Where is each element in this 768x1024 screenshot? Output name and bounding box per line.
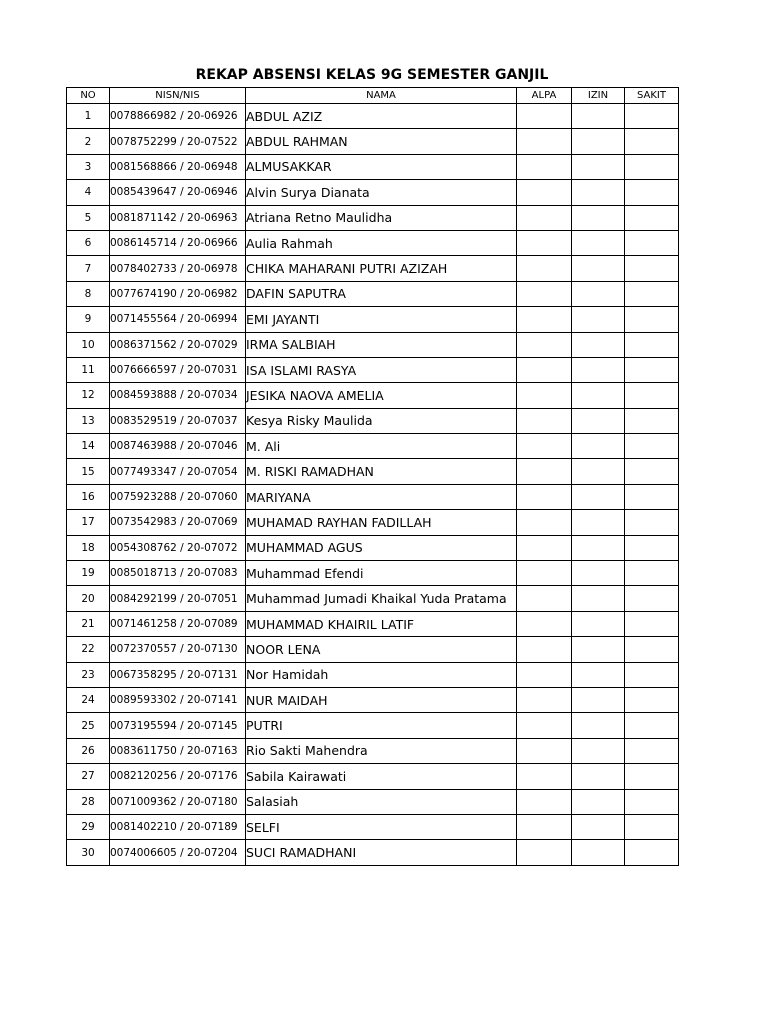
table-row bbox=[67, 180, 679, 205]
student-name-cell bbox=[246, 535, 517, 560]
alpa-cell bbox=[517, 332, 572, 357]
row-number-cell: 20 bbox=[67, 586, 110, 611]
student-name-cell bbox=[246, 383, 517, 408]
student-name: PUTRI bbox=[246, 718, 283, 734]
table-row bbox=[67, 586, 679, 611]
izin-cell bbox=[572, 764, 625, 789]
student-name-cell bbox=[246, 484, 517, 509]
table-row bbox=[67, 662, 679, 687]
table-row bbox=[67, 687, 679, 712]
sakit-cell bbox=[625, 484, 679, 509]
sakit-cell bbox=[625, 789, 679, 814]
student-name-cell bbox=[246, 510, 517, 535]
student-name-cell bbox=[246, 230, 517, 255]
alpa-cell bbox=[517, 535, 572, 560]
table-row bbox=[67, 789, 679, 814]
sakit-cell bbox=[625, 307, 679, 332]
izin-cell bbox=[572, 510, 625, 535]
table-row bbox=[67, 484, 679, 509]
student-name: EMI JAYANTI bbox=[246, 311, 320, 327]
row-number-cell: 9 bbox=[67, 307, 110, 332]
nisn-cell: 0071455564 / 20-06994 bbox=[110, 307, 246, 332]
alpa-cell bbox=[517, 459, 572, 484]
nisn-cell: 0084593888 / 20-07034 bbox=[110, 383, 246, 408]
row-number-cell: 3 bbox=[67, 154, 110, 179]
izin-cell bbox=[572, 357, 625, 382]
table-row bbox=[67, 713, 679, 738]
izin-cell bbox=[572, 332, 625, 357]
nisn-cell: 0081871142 / 20-06963 bbox=[110, 205, 246, 230]
student-name: Rio Sakti Mahendra bbox=[246, 743, 368, 759]
sakit-cell bbox=[625, 840, 679, 865]
table-row bbox=[67, 814, 679, 839]
student-name-cell bbox=[246, 611, 517, 636]
column-header-alpa: ALPA bbox=[517, 88, 572, 104]
row-number-cell: 28 bbox=[67, 789, 110, 814]
nisn-cell: 0078402733 / 20-06978 bbox=[110, 256, 246, 281]
student-name-cell bbox=[246, 205, 517, 230]
student-name: NOOR LENA bbox=[246, 641, 321, 657]
izin-cell bbox=[572, 459, 625, 484]
student-name-cell bbox=[246, 789, 517, 814]
student-name-cell bbox=[246, 281, 517, 306]
column-header-izin: IZIN bbox=[572, 88, 625, 104]
student-name-cell bbox=[246, 104, 517, 129]
column-header-sakit: SAKIT bbox=[625, 88, 679, 104]
izin-cell bbox=[572, 408, 625, 433]
document-title: REKAP ABSENSI KELAS 9G SEMESTER GANJIL bbox=[195, 67, 549, 83]
alpa-cell bbox=[517, 129, 572, 154]
student-name-cell bbox=[246, 662, 517, 687]
student-name-cell bbox=[246, 154, 517, 179]
izin-cell bbox=[572, 561, 625, 586]
table-row bbox=[67, 637, 679, 662]
sakit-cell bbox=[625, 180, 679, 205]
alpa-cell bbox=[517, 154, 572, 179]
table-row bbox=[67, 738, 679, 763]
table-row bbox=[67, 459, 679, 484]
student-name: Atriana Retno Maulidha bbox=[246, 210, 393, 226]
row-number-cell: 13 bbox=[67, 408, 110, 433]
alpa-cell bbox=[517, 434, 572, 459]
alpa-cell bbox=[517, 256, 572, 281]
sakit-cell bbox=[625, 332, 679, 357]
izin-cell bbox=[572, 307, 625, 332]
row-number-cell: 11 bbox=[67, 357, 110, 382]
nisn-cell: 0081402210 / 20-07189 bbox=[110, 814, 246, 839]
sakit-cell bbox=[625, 637, 679, 662]
sakit-cell bbox=[625, 256, 679, 281]
student-name: MUHAMMAD KHAIRIL LATIF bbox=[246, 616, 415, 632]
student-name: Muhammad Efendi bbox=[246, 565, 364, 581]
sakit-cell bbox=[625, 230, 679, 255]
alpa-cell bbox=[517, 611, 572, 636]
row-number-cell: 1 bbox=[67, 104, 110, 129]
student-name-cell bbox=[246, 180, 517, 205]
student-name-cell bbox=[246, 687, 517, 712]
izin-cell bbox=[572, 713, 625, 738]
student-name: ABDUL RAHMAN bbox=[246, 134, 348, 150]
column-header-nama: NAMA bbox=[246, 88, 517, 104]
row-number-cell: 23 bbox=[67, 662, 110, 687]
nisn-cell: 0074006605 / 20-07204 bbox=[110, 840, 246, 865]
table-row bbox=[67, 256, 679, 281]
student-name: M. RISKI RAMADHAN bbox=[246, 464, 374, 480]
sakit-cell bbox=[625, 764, 679, 789]
izin-cell bbox=[572, 129, 625, 154]
alpa-cell bbox=[517, 230, 572, 255]
row-number-cell: 5 bbox=[67, 205, 110, 230]
nisn-cell: 0082120256 / 20-07176 bbox=[110, 764, 246, 789]
student-name: NUR MAIDAH bbox=[246, 692, 328, 708]
row-number-cell: 6 bbox=[67, 230, 110, 255]
student-name: JESIKA NAOVA AMELIA bbox=[246, 387, 384, 403]
nisn-cell: 0086371562 / 20-07029 bbox=[110, 332, 246, 357]
izin-cell bbox=[572, 256, 625, 281]
nisn-cell: 0077674190 / 20-06982 bbox=[110, 281, 246, 306]
alpa-cell bbox=[517, 637, 572, 662]
alpa-cell bbox=[517, 840, 572, 865]
nisn-cell: 0081568866 / 20-06948 bbox=[110, 154, 246, 179]
nisn-cell: 0078752299 / 20-07522 bbox=[110, 129, 246, 154]
row-number-cell: 24 bbox=[67, 687, 110, 712]
attendance-table bbox=[66, 87, 679, 866]
nisn-cell: 0086145714 / 20-06966 bbox=[110, 230, 246, 255]
sakit-cell bbox=[625, 713, 679, 738]
sakit-cell bbox=[625, 154, 679, 179]
sakit-cell bbox=[625, 129, 679, 154]
row-number-cell: 15 bbox=[67, 459, 110, 484]
column-header-no: NO bbox=[67, 88, 110, 104]
alpa-cell bbox=[517, 510, 572, 535]
nisn-cell: 0083529519 / 20-07037 bbox=[110, 408, 246, 433]
nisn-cell: 0073542983 / 20-07069 bbox=[110, 510, 246, 535]
alpa-cell bbox=[517, 713, 572, 738]
table-header-row bbox=[67, 88, 679, 104]
nisn-cell: 0077493347 / 20-07054 bbox=[110, 459, 246, 484]
student-name: IRMA SALBIAH bbox=[246, 337, 336, 353]
alpa-cell bbox=[517, 764, 572, 789]
izin-cell bbox=[572, 586, 625, 611]
student-name-cell bbox=[246, 459, 517, 484]
student-name-cell bbox=[246, 586, 517, 611]
alpa-cell bbox=[517, 307, 572, 332]
nisn-cell: 0054308762 / 20-07072 bbox=[110, 535, 246, 560]
table-row bbox=[67, 764, 679, 789]
alpa-cell bbox=[517, 561, 572, 586]
row-number-cell: 7 bbox=[67, 256, 110, 281]
alpa-cell bbox=[517, 281, 572, 306]
table-row bbox=[67, 307, 679, 332]
student-name-cell bbox=[246, 408, 517, 433]
alpa-cell bbox=[517, 357, 572, 382]
student-name: Sabila Kairawati bbox=[246, 768, 347, 784]
student-name: ISA ISLAMI RASYA bbox=[246, 362, 357, 378]
student-name: SELFI bbox=[246, 819, 280, 835]
table-row bbox=[67, 408, 679, 433]
student-name: Nor Hamidah bbox=[246, 667, 329, 683]
sakit-cell bbox=[625, 687, 679, 712]
table-body bbox=[67, 104, 679, 866]
nisn-cell: 0067358295 / 20-07131 bbox=[110, 662, 246, 687]
student-name: Aulia Rahmah bbox=[246, 235, 333, 251]
sakit-cell bbox=[625, 281, 679, 306]
student-name: MARIYANA bbox=[246, 489, 311, 505]
alpa-cell bbox=[517, 586, 572, 611]
table-row bbox=[67, 840, 679, 865]
student-name: MUHAMAD RAYHAN FADILLAH bbox=[246, 514, 432, 530]
izin-cell bbox=[572, 281, 625, 306]
student-name: CHIKA MAHARANI PUTRI AZIZAH bbox=[246, 261, 448, 277]
student-name: Kesya Risky Maulida bbox=[246, 413, 373, 429]
row-number-cell: 17 bbox=[67, 510, 110, 535]
student-name-cell bbox=[246, 357, 517, 382]
student-name-cell bbox=[246, 738, 517, 763]
sakit-cell bbox=[625, 205, 679, 230]
alpa-cell bbox=[517, 687, 572, 712]
student-name-cell bbox=[246, 332, 517, 357]
alpa-cell bbox=[517, 484, 572, 509]
sakit-cell bbox=[625, 357, 679, 382]
izin-cell bbox=[572, 104, 625, 129]
table-row bbox=[67, 561, 679, 586]
izin-cell bbox=[572, 154, 625, 179]
nisn-cell: 0073195594 / 20-07145 bbox=[110, 713, 246, 738]
table-row bbox=[67, 611, 679, 636]
alpa-cell bbox=[517, 789, 572, 814]
student-name: ABDUL AZIZ bbox=[246, 108, 323, 124]
nisn-cell: 0078866982 / 20-06926 bbox=[110, 104, 246, 129]
student-name: MUHAMMAD AGUS bbox=[246, 540, 363, 556]
row-number-cell: 2 bbox=[67, 129, 110, 154]
student-name: SUCI RAMADHANI bbox=[246, 845, 357, 861]
table-row bbox=[67, 357, 679, 382]
student-name: ALMUSAKKAR bbox=[246, 159, 332, 175]
table-row bbox=[67, 383, 679, 408]
student-name-cell bbox=[246, 434, 517, 459]
nisn-cell: 0072370557 / 20-07130 bbox=[110, 637, 246, 662]
izin-cell bbox=[572, 535, 625, 560]
sakit-cell bbox=[625, 383, 679, 408]
nisn-cell: 0089593302 / 20-07141 bbox=[110, 687, 246, 712]
alpa-cell bbox=[517, 738, 572, 763]
row-number-cell: 8 bbox=[67, 281, 110, 306]
sakit-cell bbox=[625, 510, 679, 535]
student-name: Salasiah bbox=[246, 794, 299, 810]
row-number-cell: 18 bbox=[67, 535, 110, 560]
alpa-cell bbox=[517, 383, 572, 408]
izin-cell bbox=[572, 484, 625, 509]
student-name-cell bbox=[246, 814, 517, 839]
column-header-nisn: NISN/NIS bbox=[110, 88, 246, 104]
student-name: DAFIN SAPUTRA bbox=[246, 286, 346, 302]
izin-cell bbox=[572, 814, 625, 839]
table-row bbox=[67, 154, 679, 179]
izin-cell bbox=[572, 383, 625, 408]
table-row bbox=[67, 205, 679, 230]
row-number-cell: 22 bbox=[67, 637, 110, 662]
row-number-cell: 10 bbox=[67, 332, 110, 357]
sakit-cell bbox=[625, 586, 679, 611]
row-number-cell: 19 bbox=[67, 561, 110, 586]
table-row bbox=[67, 510, 679, 535]
izin-cell bbox=[572, 687, 625, 712]
nisn-cell: 0071009362 / 20-07180 bbox=[110, 789, 246, 814]
row-number-cell: 4 bbox=[67, 180, 110, 205]
izin-cell bbox=[572, 662, 625, 687]
student-name-cell bbox=[246, 561, 517, 586]
izin-cell bbox=[572, 230, 625, 255]
sakit-cell bbox=[625, 535, 679, 560]
student-name-cell bbox=[246, 129, 517, 154]
sakit-cell bbox=[625, 408, 679, 433]
nisn-cell: 0076666597 / 20-07031 bbox=[110, 357, 246, 382]
sakit-cell bbox=[625, 459, 679, 484]
izin-cell bbox=[572, 180, 625, 205]
sakit-cell bbox=[625, 738, 679, 763]
alpa-cell bbox=[517, 180, 572, 205]
nisn-cell: 0071461258 / 20-07089 bbox=[110, 611, 246, 636]
table-row bbox=[67, 332, 679, 357]
izin-cell bbox=[572, 205, 625, 230]
alpa-cell bbox=[517, 814, 572, 839]
student-name: Alvin Surya Dianata bbox=[246, 184, 370, 200]
student-name-cell bbox=[246, 307, 517, 332]
row-number-cell: 25 bbox=[67, 713, 110, 738]
nisn-cell: 0083611750 / 20-07163 bbox=[110, 738, 246, 763]
row-number-cell: 27 bbox=[67, 764, 110, 789]
alpa-cell bbox=[517, 205, 572, 230]
table-row bbox=[67, 104, 679, 129]
row-number-cell: 16 bbox=[67, 484, 110, 509]
student-name: Muhammad Jumadi Khaikal Yuda Pratama bbox=[246, 591, 507, 607]
sakit-cell bbox=[625, 104, 679, 129]
nisn-cell: 0087463988 / 20-07046 bbox=[110, 434, 246, 459]
table-row bbox=[67, 281, 679, 306]
izin-cell bbox=[572, 611, 625, 636]
row-number-cell: 26 bbox=[67, 738, 110, 763]
student-name-cell bbox=[246, 840, 517, 865]
row-number-cell: 21 bbox=[67, 611, 110, 636]
sakit-cell bbox=[625, 434, 679, 459]
row-number-cell: 29 bbox=[67, 814, 110, 839]
izin-cell bbox=[572, 789, 625, 814]
table-row bbox=[67, 129, 679, 154]
sakit-cell bbox=[625, 814, 679, 839]
table-row bbox=[67, 434, 679, 459]
izin-cell bbox=[572, 434, 625, 459]
row-number-cell: 12 bbox=[67, 383, 110, 408]
izin-cell bbox=[572, 738, 625, 763]
row-number-cell: 14 bbox=[67, 434, 110, 459]
alpa-cell bbox=[517, 104, 572, 129]
table-row bbox=[67, 535, 679, 560]
student-name-cell bbox=[246, 256, 517, 281]
nisn-cell: 0085439647 / 20-06946 bbox=[110, 180, 246, 205]
nisn-cell: 0075923288 / 20-07060 bbox=[110, 484, 246, 509]
nisn-cell: 0084292199 / 20-07051 bbox=[110, 586, 246, 611]
row-number-cell: 30 bbox=[67, 840, 110, 865]
sakit-cell bbox=[625, 561, 679, 586]
student-name-cell bbox=[246, 713, 517, 738]
sakit-cell bbox=[625, 611, 679, 636]
student-name: M. Ali bbox=[246, 438, 281, 454]
student-name-cell bbox=[246, 637, 517, 662]
alpa-cell bbox=[517, 662, 572, 687]
izin-cell bbox=[572, 637, 625, 662]
izin-cell bbox=[572, 840, 625, 865]
alpa-cell bbox=[517, 408, 572, 433]
student-name-cell bbox=[246, 764, 517, 789]
sakit-cell bbox=[625, 662, 679, 687]
table-row bbox=[67, 230, 679, 255]
nisn-cell: 0085018713 / 20-07083 bbox=[110, 561, 246, 586]
